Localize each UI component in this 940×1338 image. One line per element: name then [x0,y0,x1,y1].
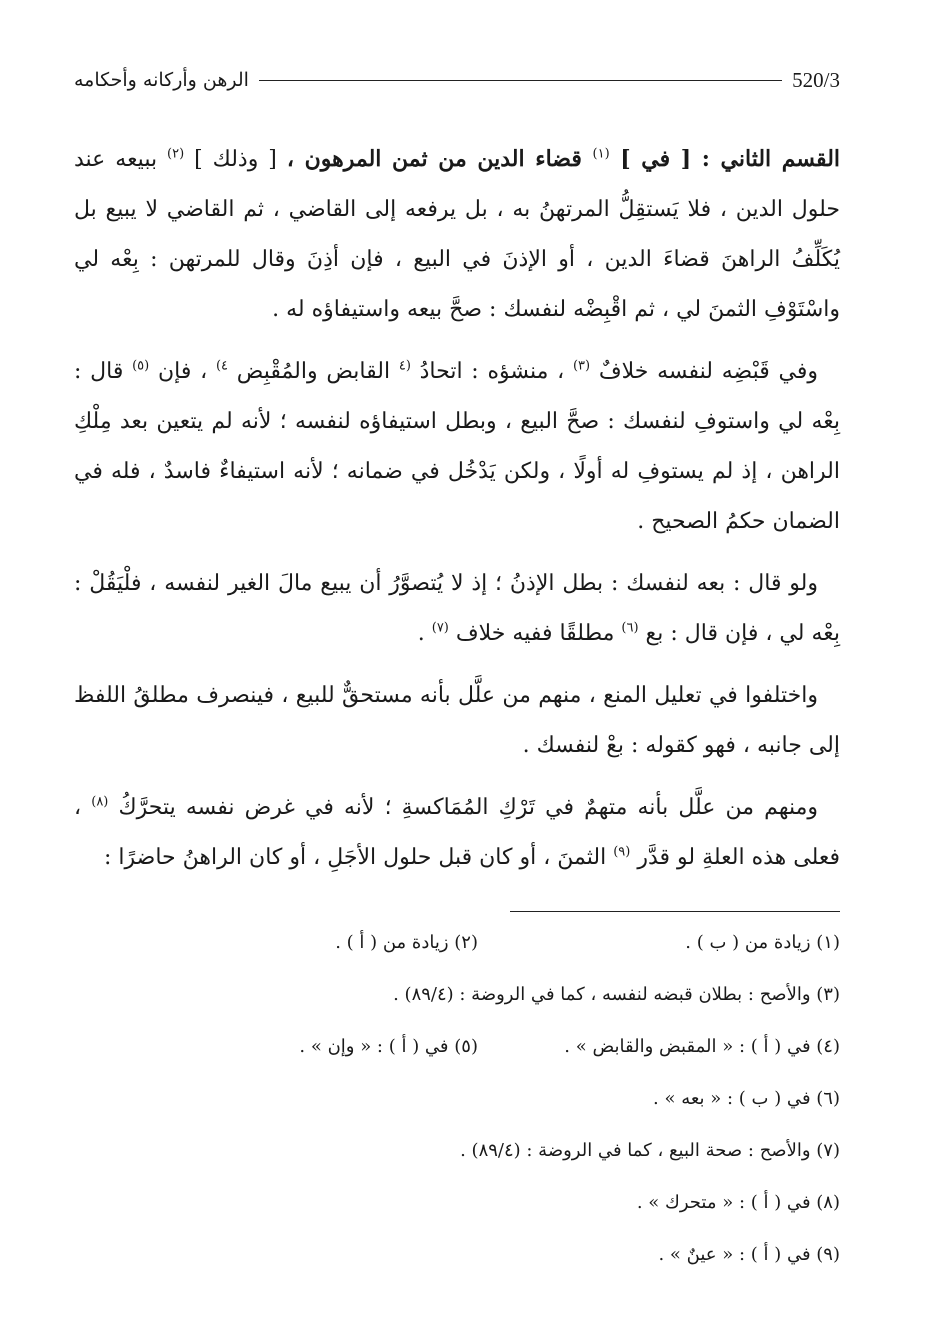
footnote-ref-3: (٣) [572,358,591,374]
footnote-ref-2: (٢) [167,146,185,162]
running-header [74,62,840,98]
footnote-ref-1: (١) [592,146,610,162]
paragraph-4-text: واختلفوا في تعليل المنع ، منهم من علَّل بأنه مستحقٌّ للبيع ، فينصرف مطلقُ اللفظ إلى جانبه ، فهو كقوله : بعْ لنفسك . [74,683,840,758]
footnote-ref-4-close: ٤) [215,358,228,374]
paragraph-3-text-a: ولو قال : بعه لنفسك : بطل الإذنُ ؛ إذ لا يُتصوَّرُ أن يبيع مالَ الغير لنفسه ، فلْيَقُلْ : بِعْه لي ، فإن قال : بع [74,571,840,646]
footnote-ref-8: (٨) [91,794,109,810]
footnote-ref-5: (٥) [132,358,150,374]
main-text [74,134,840,883]
footnote-line [74,982,840,1008]
footnote-3: (٣) والأصح : بطلان قبضه لنفسه ، كما في الروضة : (٨٩/٤) . [393,984,840,1005]
footnote-line [74,930,840,956]
footnote-5: (٥) في ( أ ) : « وإن » . [299,1036,478,1057]
paragraph-3-text-c: . [417,621,432,646]
footnote-ref-4-open: (٤ [398,358,411,374]
footnote-line [74,1190,840,1216]
paragraph-5 [74,783,840,883]
footnote-7: (٧) والأصح : صحة البيع ، كما في الروضة : (٨٩/٤) . [460,1140,840,1161]
paragraph-5-text-a: ومنهم من علَّل بأنه متهمٌ في تَرْكِ المُمَاكسةِ ؛ لأنه في غرض نفسه يتحرَّكُ [108,795,819,820]
footnote-separator [510,911,840,912]
paragraph-2-text-a: وفي قَبْضِه لنفسه خلافٌ [590,359,818,384]
footnote-line [74,1034,840,1060]
paragraph-1-bracket: [ وذلك ] [184,147,287,172]
paragraph-2 [74,347,840,547]
footnotes [74,930,840,1268]
paragraph-4 [74,671,840,771]
footnote-ref-6: (٦) [621,620,639,636]
paragraph-3-text-b: مطلقًا ففيه خلاف [448,621,622,646]
footnote-2: (٢) زيادة من ( أ ) . [335,932,478,953]
footnote-1: (١) زيادة من ( ب ) . [685,932,840,953]
paragraph-3 [74,559,840,659]
paragraph-2-text-e: قال : بِعْه لي واستوفِ لنفسك : صحَّ البيع ، وبطل استيفاؤه لنفسه ؛ لأنه لم يتعين بعد مِلْكِ الراهن ، إذ لم يستوفِ له أولًا ، ولكن يَدْخُل في ضمانه ؛ لأنه استيفاءٌ فاسدٌ ، فله في الضمان حكمُ الصحيح . [74,359,840,534]
paragraph-2-text-d: ، فإن [149,359,216,384]
paragraph-2-text-b: ، منشؤه : اتحادُ [410,359,573,384]
section-heading-part-2: قضاء الدين من ثمن المرهون ، [286,146,593,172]
section-heading-part-1: القسم الثاني : [ في ] [609,146,841,172]
book-page [74,62,840,1302]
footnote-9: (٩) في ( أ ) : « عينٌ » . [658,1244,840,1265]
paragraph-2-text-c: القابض والمُقْبِض [228,359,399,384]
page-number: 520/3 [792,67,840,92]
footnote-6: (٦) في ( ب ) : « بعه » . [653,1088,840,1109]
footnote-4: (٤) في ( أ ) : « المقبض والقابض » . [564,1036,840,1057]
footnote-8: (٨) في ( أ ) : « متحرك » . [636,1192,840,1213]
book-title: الرهن وأركانه وأحكامه [74,69,249,91]
footnote-line [74,1242,840,1268]
paragraph-5-text-c: الثمنَ ، أو كان قبل حلول الأجَلِ ، أو كان الراهنُ حاضرًا : [104,845,614,870]
paragraph-5-text-b: ، فعلى هذه العلةِ لو قدَّر [74,795,840,870]
paragraph-1 [74,134,840,335]
paragraph-1-text: ببيعه عند حلول الدين ، فلا يَستقِلُّ المرتهنُ به ، بل يرفعه إلى القاضي ، ثم القاضي لا يبيع بل يُكَلِّفُ الراهنَ قضاءَ الدين ، أو الإذنَ في البيع ، فإن أذِنَ وقال للمرتهن : بِعْه لي واسْتَوْفِ الثمنَ لي ، ثم اقْبِضْه لنفسك : صحَّ بيعه واستيفاؤه له . [74,147,840,322]
footnote-line [74,1086,840,1112]
footnote-ref-9: (٩) [613,844,631,860]
header-rule [259,80,782,81]
footnote-line [74,1138,840,1164]
footnote-ref-7: (٧) [431,620,449,636]
